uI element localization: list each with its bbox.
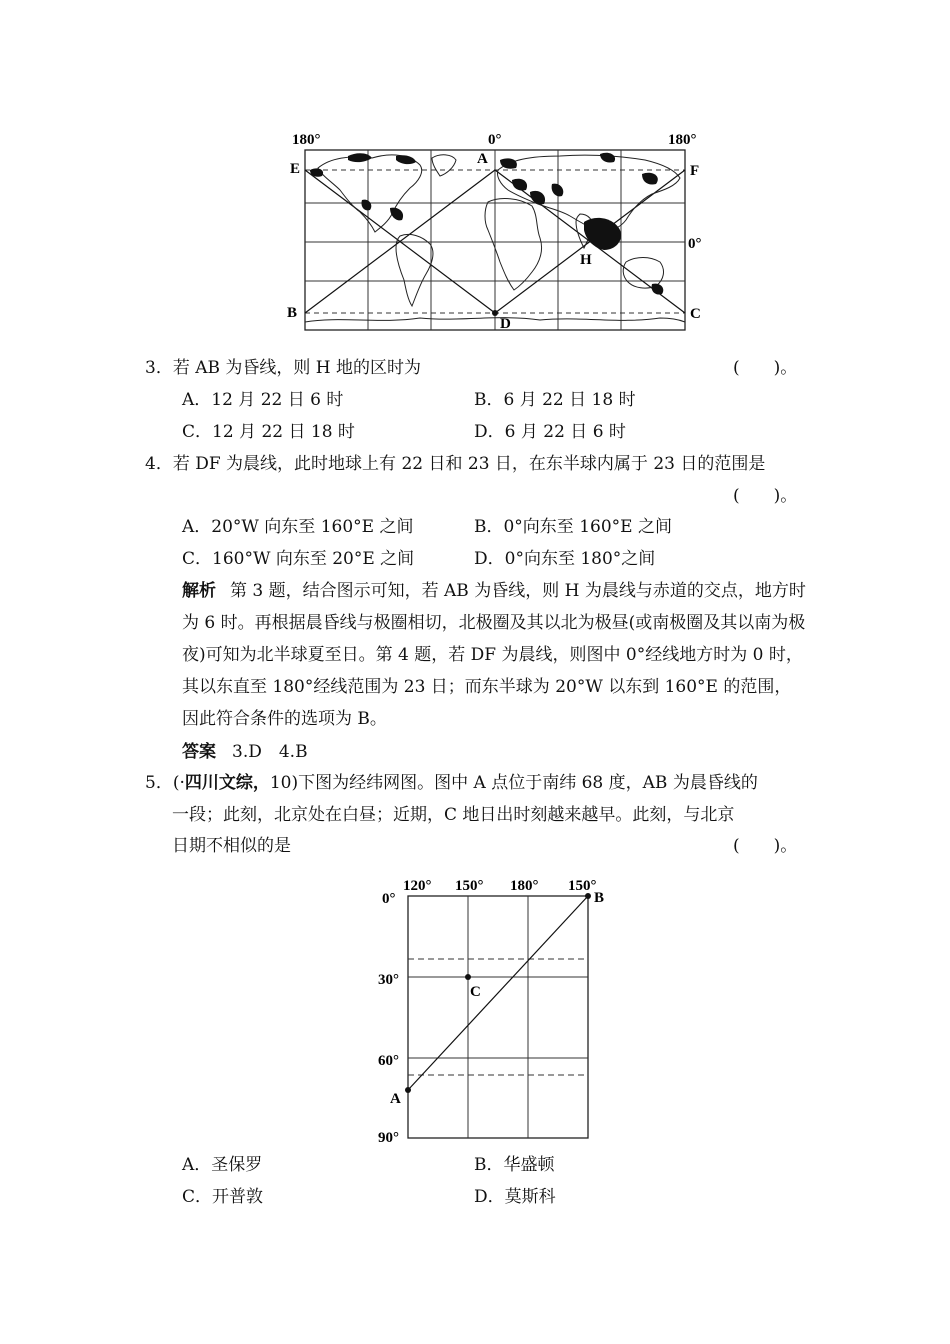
point-d-dot — [492, 310, 498, 316]
graticule-lat-90: 90° — [378, 1130, 399, 1144]
map1-lon-right: 180° — [668, 132, 697, 148]
answer-text: 3.D 4.B — [232, 742, 308, 762]
graticule-lat-0: 0° — [382, 891, 396, 907]
q4-stem: 4．若 DF 为晨线，此时地球上有 22 日和 23 日，在东半球内属于 23 日的范围是 — [145, 454, 766, 474]
q4-option-b: B．0°向东至 160°E 之间 — [474, 517, 672, 537]
graticule-parallels — [408, 977, 588, 1058]
q3-option-b: B．6 月 22 日 18 时 — [474, 390, 636, 410]
graticule-lat-30: 30° — [378, 972, 399, 988]
q5-line1-rest: 10)下图为经纬网图。图中 A 点位于南纬 68 度，AB 为晨昏线的 — [269, 773, 758, 793]
q5-line-1 — [145, 773, 758, 793]
meridians — [368, 150, 621, 330]
graticule-point-b: B — [594, 890, 605, 906]
q5-prefix: 5．(· — [145, 773, 185, 793]
map1-point-a: A — [477, 151, 488, 167]
map1-point-b: B — [287, 305, 298, 321]
map1-point-e: E — [290, 161, 301, 177]
graticule-svg — [370, 872, 620, 1144]
line-ab — [408, 896, 588, 1090]
explanation-text: 第 3 题，结合图示可知，若 AB 为昏线，则 H 为晨线与赤道的交点，地方时为 6 时。再根据晨昏线与极圈相切，北极圈及其以北为极昼(或南极圈及其以南为极夜)可知为北半球夏至日。第 4 题，若 DF 为晨线，则图中 0°经线地方时为 0 时，其以东直至 180°经线范围为 23 日；而东半球为 20°W 以东到 160°E 的范围，因此符合条件的选项为 B。 — [182, 581, 806, 729]
q5-option-c: C．开普敦 — [182, 1187, 264, 1207]
q3-option-c: C．12 月 22 日 18 时 — [182, 422, 355, 442]
graticule-meridians — [468, 896, 528, 1138]
q5-paren: ( )。 — [733, 836, 798, 856]
map1-point-c: C — [690, 306, 701, 322]
q3-option-d: D．6 月 22 日 6 时 — [474, 422, 626, 442]
graticule-top-150b: 150° — [568, 878, 597, 894]
graticule-top-120: 120° — [403, 878, 432, 894]
q5-line-2: 一段；此刻，北京处在白昼；近期，C 地日出时刻越来越早。此刻，与北京 — [172, 805, 735, 825]
graticule-top-150: 150° — [455, 878, 484, 894]
q4-paren: ( )。 — [733, 486, 798, 506]
q5-option-b: B．华盛顿 — [474, 1155, 555, 1175]
q5-option-d: D．莫斯科 — [474, 1187, 556, 1207]
explanation-label: 解析 — [182, 581, 216, 601]
q5-option-a: A．圣保罗 — [182, 1155, 263, 1175]
graticule-point-a: A — [390, 1091, 401, 1107]
q5-source: 四川文综， — [184, 773, 270, 793]
q3-option-a: A．12 月 22 日 6 时 — [182, 390, 344, 410]
point-c-dot — [465, 974, 471, 980]
point-a-dot — [405, 1087, 411, 1093]
map1-lat-equator: 0° — [688, 236, 702, 252]
q4-option-d: D．0°向东至 180°之间 — [474, 549, 656, 569]
map1-point-h: H — [580, 252, 592, 268]
map1-point-f: F — [690, 163, 700, 179]
graticule-lat-60: 60° — [378, 1053, 399, 1069]
world-map-svg — [285, 126, 715, 341]
q4-option-a: A．20°W 向东至 160°E 之间 — [182, 517, 414, 537]
q3-paren: ( )。 — [733, 358, 798, 378]
map1-lon-mid: 0° — [488, 132, 502, 148]
graticule-frame — [408, 896, 588, 1138]
shaded-regions — [310, 153, 663, 295]
map1-point-d: D — [500, 316, 511, 332]
explanation-block — [182, 575, 808, 735]
q5-line-3: 日期不相似的是 — [172, 836, 291, 856]
answer-line — [182, 742, 308, 762]
q4-option-c: C．160°W 向东至 20°E 之间 — [182, 549, 415, 569]
graticule-point-c: C — [470, 984, 481, 1000]
answer-label: 答案 — [182, 742, 216, 762]
q3-stem: 3．若 AB 为昏线，则 H 地的区时为 — [145, 358, 422, 378]
map1-lon-left: 180° — [292, 132, 321, 148]
graticule-top-180: 180° — [510, 878, 539, 894]
